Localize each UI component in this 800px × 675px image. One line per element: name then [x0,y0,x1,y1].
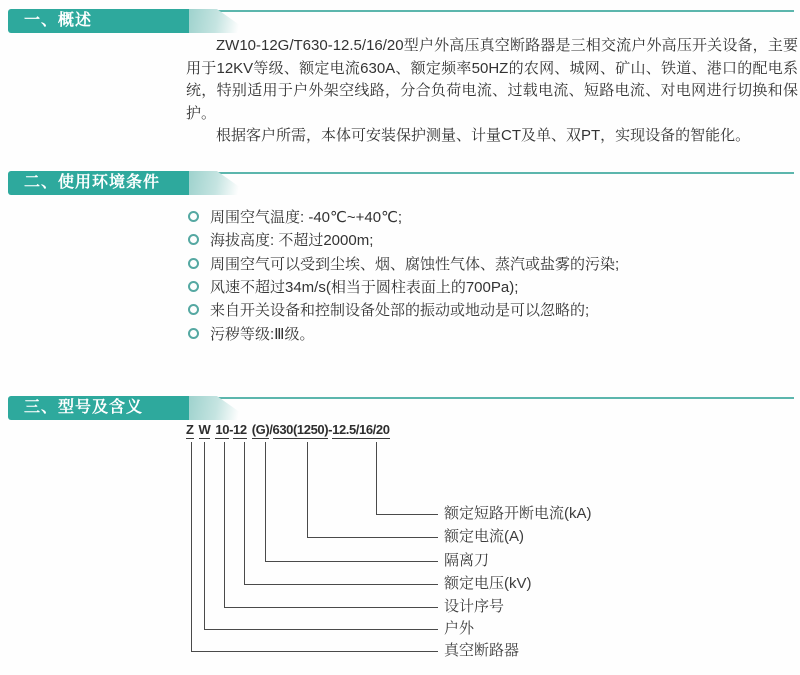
list-item [188,252,788,275]
model-seg-design-no: 10 [215,422,230,437]
model-seg-isolator: (G) [251,422,270,437]
header-wedge-decoration [189,396,251,420]
connector-line-breaker [191,442,438,652]
model-seg-hyphen: - [229,422,234,437]
diagram-label-outdoor: 户外 [444,620,475,637]
circle-bullet-icon [188,211,199,222]
list-item [188,205,788,228]
section-header-environment [0,171,800,201]
model-seg-hyphen: - [328,422,333,437]
section-title-model: 三、型号及含义 [8,396,189,420]
overview-body [186,35,798,148]
model-seg-slash: / [269,422,273,437]
model-seg-outdoor: W [198,422,211,437]
header-rule-line [150,10,794,12]
list-item-text: 来自开关设备和控制设备处部的振动或地动是可以忽略的; [210,302,590,320]
model-seg-breaking-current: 12.5/16/20 [332,422,390,437]
diagram-label-design-no: 设计序号 [444,598,505,615]
list-item [188,228,788,251]
list-item-text: 周围空气温度: -40℃~+40℃; [210,209,403,227]
circle-bullet-icon [188,328,199,339]
circle-bullet-icon [188,258,199,269]
header-wedge-decoration [189,9,251,33]
list-item-text: 周围空气可以受到尘埃、烟、腐蚀性气体、蒸汽或盐雾的污染; [210,255,620,273]
circle-bullet-icon [188,304,199,315]
model-seg-current: 630(1250) [272,422,329,437]
diagram-label-breaker: 真空断路器 [444,642,520,659]
list-item-text: 海拔高度: 不超过2000m; [210,232,374,250]
model-designation-string [186,422,390,439]
model-seg-vacuum: Z [186,422,194,437]
header-rule-line [150,172,794,174]
header-rule-line [150,397,794,399]
list-item [188,321,788,344]
header-wedge-decoration [189,171,251,195]
section-header-model [0,396,800,426]
overview-paragraph-2: 根据客户所需，本体可安装保护测量、计量CT及单、双PT，实现设备的智能化。 [216,127,751,145]
overview-paragraph-1: ZW10-12G/T630-12.5/16/20型户外高压真空断路器是三相交流户外高压开关设备，主要用于12KV等级、额定电流630A、额定频率50HZ的农网、城网、矿山、铁道、港口的配电系统，特别适用于户外架空线路，分合负荷电流、过载电流、短路电流、对电网进行切换和保护。 [186,37,798,122]
section-title-overview: 一、概述 [8,9,189,33]
list-item-text: 风速不超过34m/s(相当于圆柱表面上的700Pa); [210,279,519,297]
diagram-label-rated-voltage: 额定电压(kV) [444,575,532,592]
diagram-label-breaking-current: 额定短路开断电流(kA) [444,505,592,522]
environment-condition-list [188,205,788,345]
section-title-environment: 二、使用环境条件 [8,171,189,195]
list-item [188,275,788,298]
circle-bullet-icon [188,281,199,292]
list-item-text: 污秽等级:Ⅲ级。 [210,325,315,343]
diagram-label-isolator: 隔离刀 [444,552,490,569]
diagram-label-rated-current: 额定电流(A) [444,528,524,545]
list-item [188,298,788,321]
circle-bullet-icon [188,234,199,245]
model-seg-voltage: 12 [233,422,247,437]
